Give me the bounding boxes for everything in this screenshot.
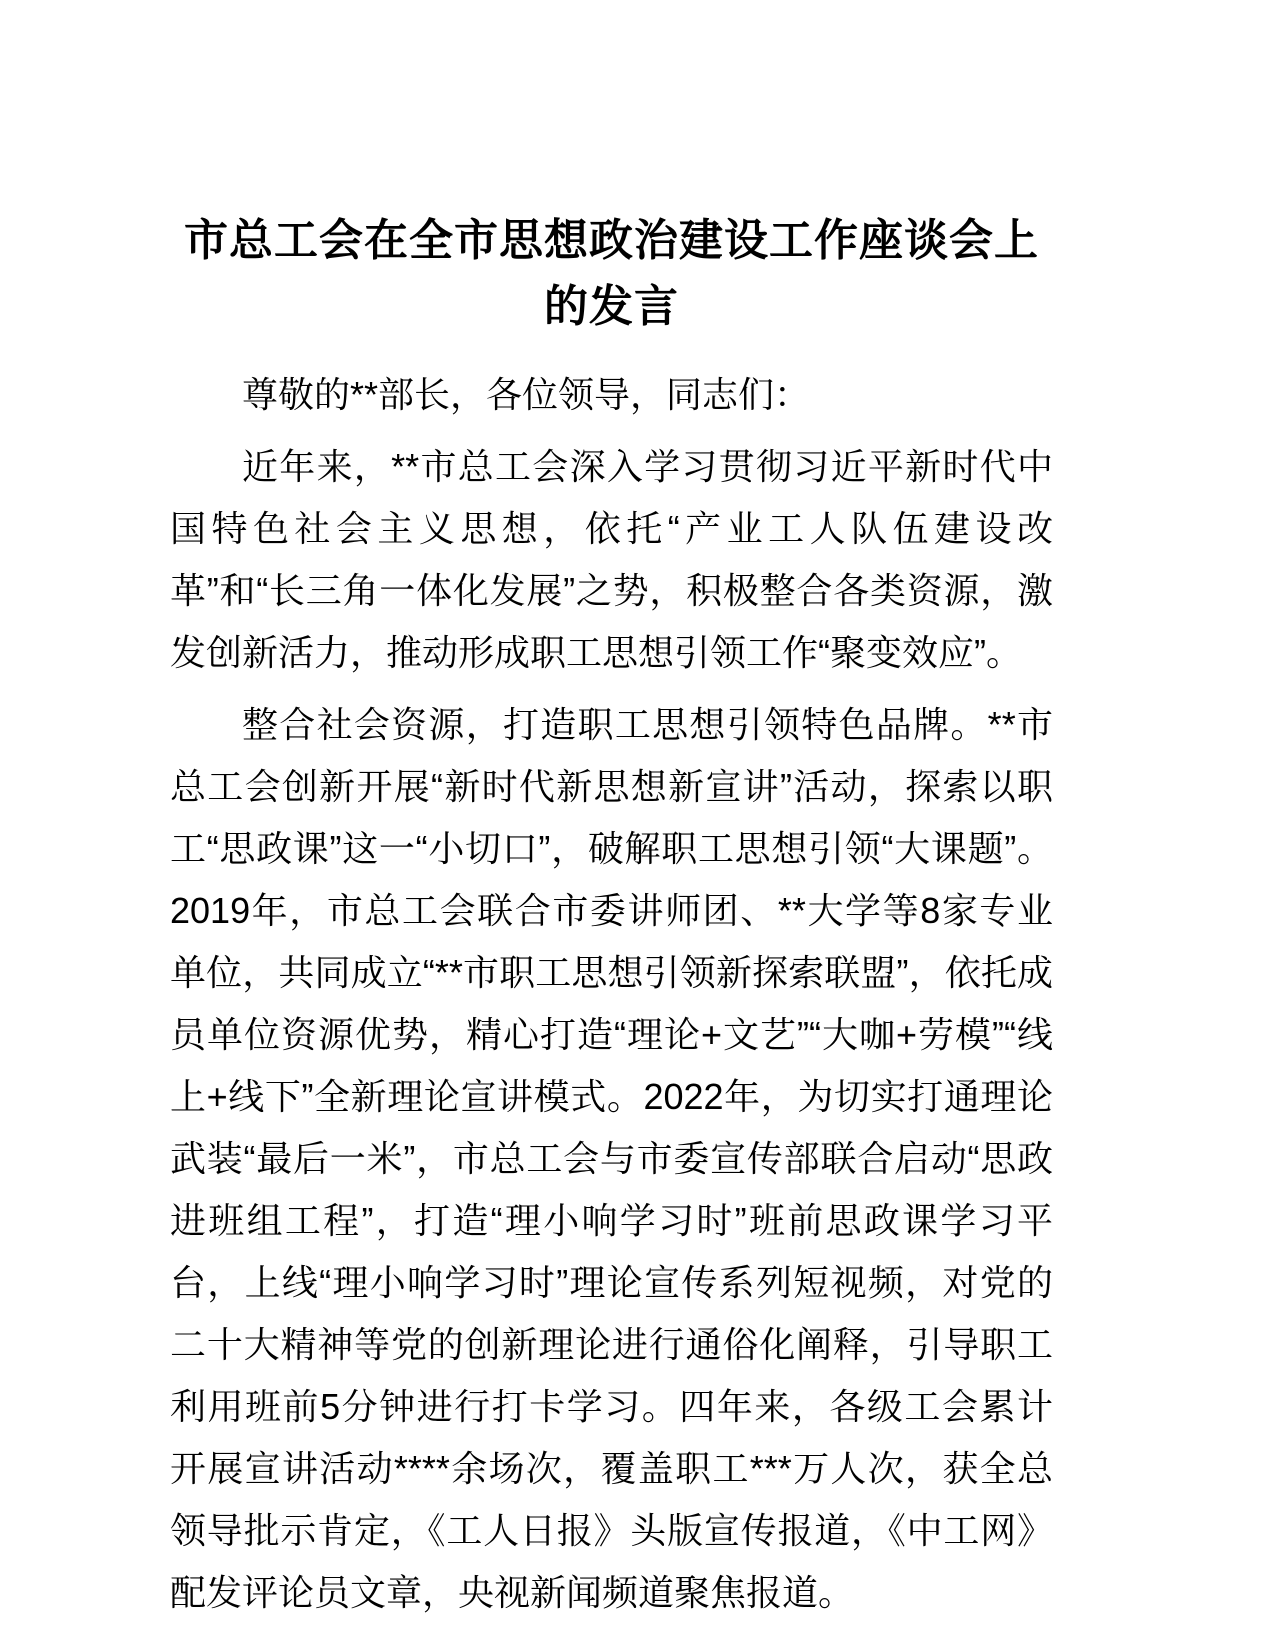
document-title: 市总工会在全市思想政治建设工作座谈会上的发言 xyxy=(184,216,1039,331)
body-paragraph: 近年来，**市总工会深入学习贯彻习近平新时代中国特色社会主义思想，依托“产业工人队伍建设改革”和“长三角一体化发展”之势，积极整合各类资源，激发创新活力，推动形成职工思想引领工作“聚变效应”。 xyxy=(170,446,1053,673)
salutation: 尊敬的**部长，各位领导，同志们： xyxy=(242,374,811,415)
body-paragraph: 整合社会资源，打造职工思想引领特色品牌。**市总工会创新开展“新时代新思想新宣讲”活动，探索以职工“思政课”这一“小切口”，破解职工思想引领“大课题”。2019年，市总工会联合市委讲师团、**大学等8家专业单位，共同成立“**市职工思想引领新探索联盟”，依托成员单位资源优势，精心打造“理论+文艺”“大咖+劳模”“线上+线下”全新理论宣讲模式。2022年，为切实打通理论武装“最后一米”，市总工会与市委宣传部联合启动“思政进班组工程”，打造“理小响学习时”班前思政课学习平台，上线“理小响学习时”理论宣传系列短视频，对党的二十大精神等党的创新理论进行通俗化阐释，引导职工利用班前5分钟进行打卡学习。四年来，各级工会累计开展宣讲活动****余场次，覆盖职工***万人次，获全总领导批示肯定，《工人日报》头版宣传报道，《中工网》配发评论员文章，央视新闻频道聚焦报道。 xyxy=(170,704,1053,1613)
